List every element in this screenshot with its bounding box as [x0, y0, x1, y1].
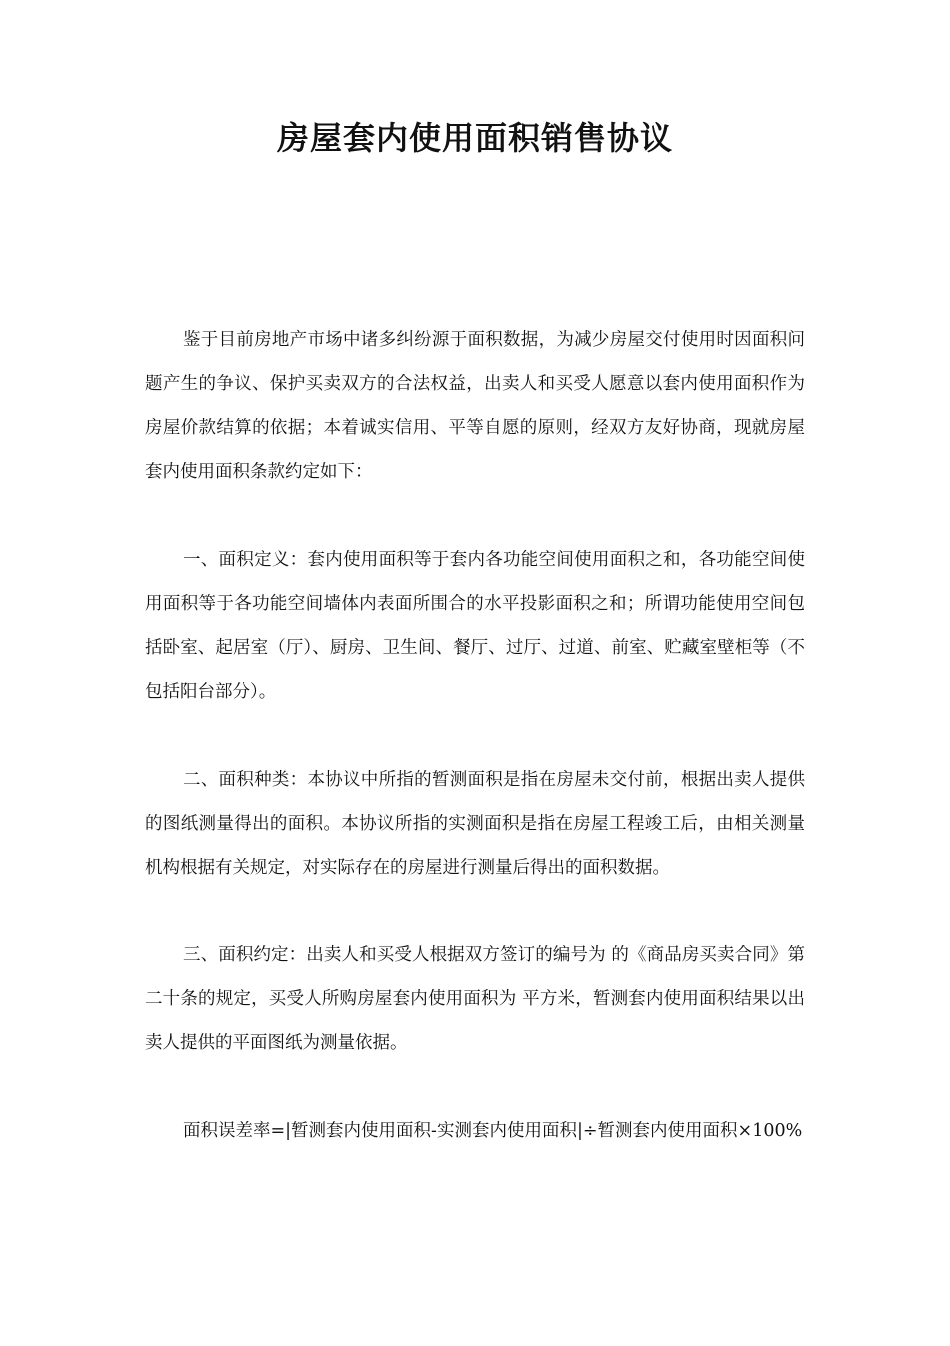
area-definition-paragraph: 一、面积定义：套内使用面积等于套内各功能空间使用面积之和，各功能空间使用面积等于各功能空间墙体内表面所围合的水平投影面积之和；所谓功能使用空间包括卧室、起居室（厅）、厨房、卫生间、餐厅、过厅、过道、前室、贮藏室壁柜等（不包括阳台部分）。 [145, 550, 805, 702]
area-agreement-paragraph: 三、面积约定：出卖人和买受人根据双方签订的编号为 的《商品房买卖合同》第二十条的规定，买受人所购房屋套内使用面积为 平方米，暂测套内使用面积结果以出卖人提供的平面图纸为测量依据。 [145, 945, 805, 1053]
preamble-paragraph: 鉴于目前房地产市场中诸多纠纷源于面积数据，为减少房屋交付使用时因面积问题产生的争议、保护买卖双方的合法权益，出卖人和买受人愿意以套内使用面积作为房屋价款结算的依据；本着诚实信用、平等自愿的原则，经双方友好协商，现就房屋套内使用面积条款约定如下： [145, 330, 805, 482]
document-title: 房屋套内使用面积销售协议 [276, 119, 673, 157]
error-rate-formula-paragraph: 面积误差率=|暂测套内使用面积-实测套内使用面积|÷暂测套内使用面积×100% [183, 1121, 803, 1141]
area-types-paragraph: 二、面积种类：本协议中所指的暂测面积是指在房屋未交付前，根据出卖人提供的图纸测量得出的面积。本协议所指的实测面积是指在房屋工程竣工后，由相关测量机构根据有关规定，对实际存在的房屋进行测量后得出的面积数据。 [145, 770, 805, 878]
